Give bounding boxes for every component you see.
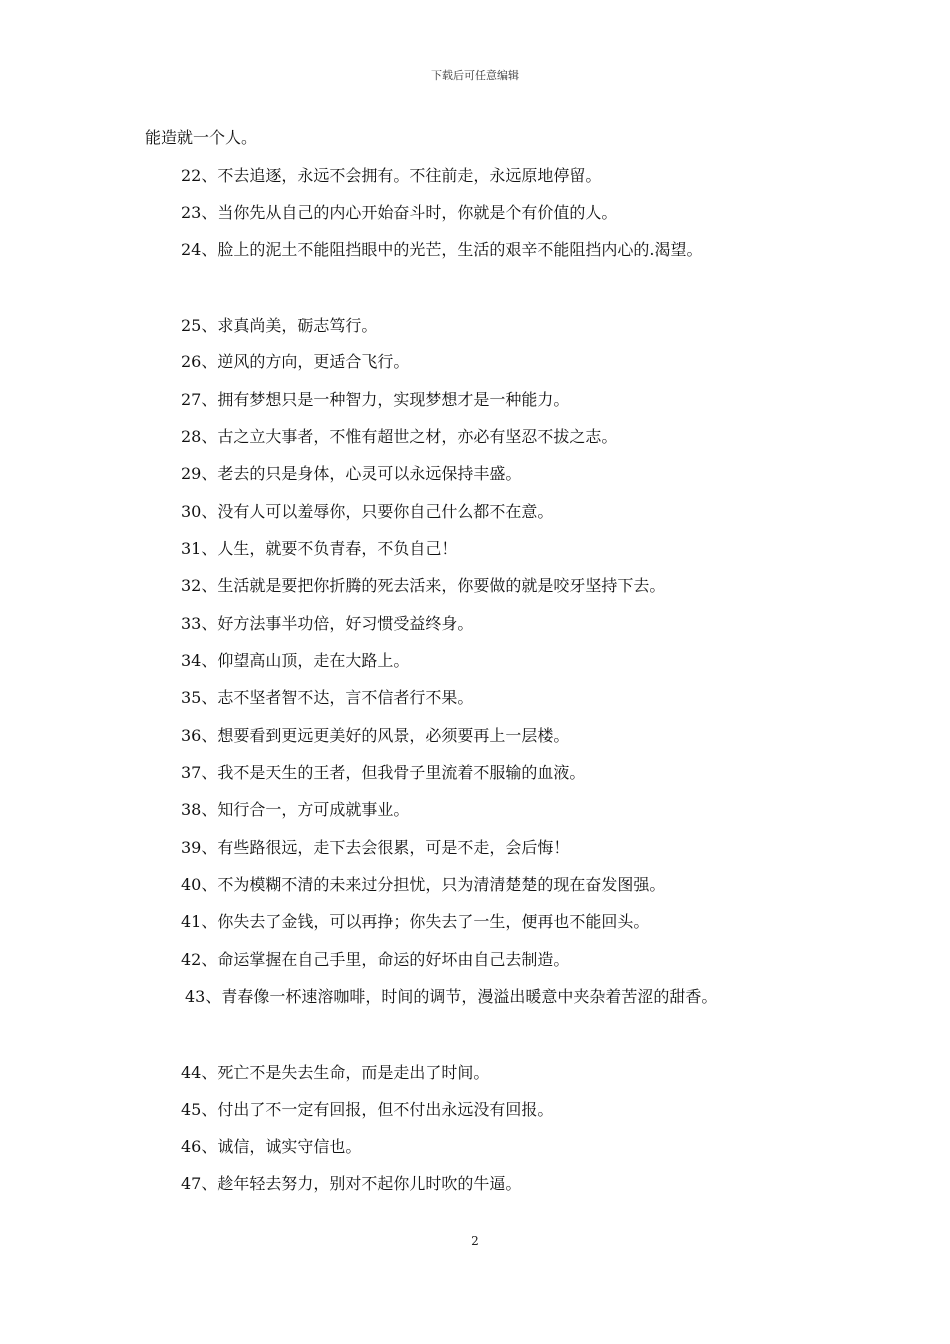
list-item: 32、生活就是要把你折腾的死去活来，你要做的就是咬牙坚持下去。	[181, 576, 666, 595]
list-item: 40、不为模糊不清的未来过分担忧，只为清清楚楚的现在奋发图强。	[181, 875, 666, 894]
list-item: 24、脸上的泥土不能阻挡眼中的光芒，生活的艰辛不能阻挡内心的.渴望。	[181, 240, 703, 259]
list-item: 33、好方法事半功倍，好习惯受益终身。	[181, 614, 474, 633]
page-number: 2	[471, 1234, 479, 1248]
list-item: 36、想要看到更远更美好的风景，必须要再上一层楼。	[181, 726, 570, 745]
list-item: 34、仰望高山顶，走在大路上。	[181, 651, 410, 670]
list-item: 45、付出了不一定有回报，但不付出永远没有回报。	[181, 1100, 554, 1119]
list-item: 35、志不坚者智不达，言不信者行不果。	[181, 688, 474, 707]
list-item: 43、青春像一杯速溶咖啡，时间的调节，漫溢出暖意中夹杂着苦涩的甜香。	[185, 987, 718, 1006]
list-item: 38、知行合一，方可成就事业。	[181, 800, 410, 819]
list-item: 39、有些路很远，走下去会很累，可是不走，会后悔！	[181, 838, 570, 857]
list-item: 30、没有人可以羞辱你，只要你自己什么都不在意。	[181, 502, 554, 521]
list-item: 26、逆风的方向，更适合飞行。	[181, 352, 410, 371]
list-item: 41、你失去了金钱，可以再挣；你失去了一生，便再也不能回头。	[181, 912, 650, 931]
list-item: 23、当你先从自己的内心开始奋斗时，你就是个有价值的人。	[181, 203, 618, 222]
page-header: 下载后可任意编辑	[431, 69, 519, 82]
list-item: 37、我不是天生的王者，但我骨子里流着不服输的血液。	[181, 763, 586, 782]
list-item: 42、命运掌握在自己手里，命运的好坏由自己去制造。	[181, 950, 570, 969]
list-item: 46、诚信，诚实守信也。	[181, 1137, 362, 1156]
list-item: 29、老去的只是身体，心灵可以永远保持丰盛。	[181, 464, 522, 483]
list-item: 31、人生，就要不负青春，不负自己！	[181, 539, 458, 558]
list-item: 44、死亡不是失去生命，而是走出了时间。	[181, 1063, 490, 1082]
list-item: 47、趁年轻去努力，别对不起你儿时吹的牛逼。	[181, 1174, 522, 1193]
list-item: 28、古之立大事者，不惟有超世之材，亦必有坚忍不拔之志。	[181, 427, 618, 446]
list-item: 25、求真尚美，砺志笃行。	[181, 316, 378, 335]
continuation-line: 能造就一个人。	[145, 128, 258, 147]
list-item: 22、不去追逐，永远不会拥有。不往前走，永远原地停留。	[181, 166, 602, 185]
list-item: 27、拥有梦想只是一种智力，实现梦想才是一种能力。	[181, 390, 570, 409]
